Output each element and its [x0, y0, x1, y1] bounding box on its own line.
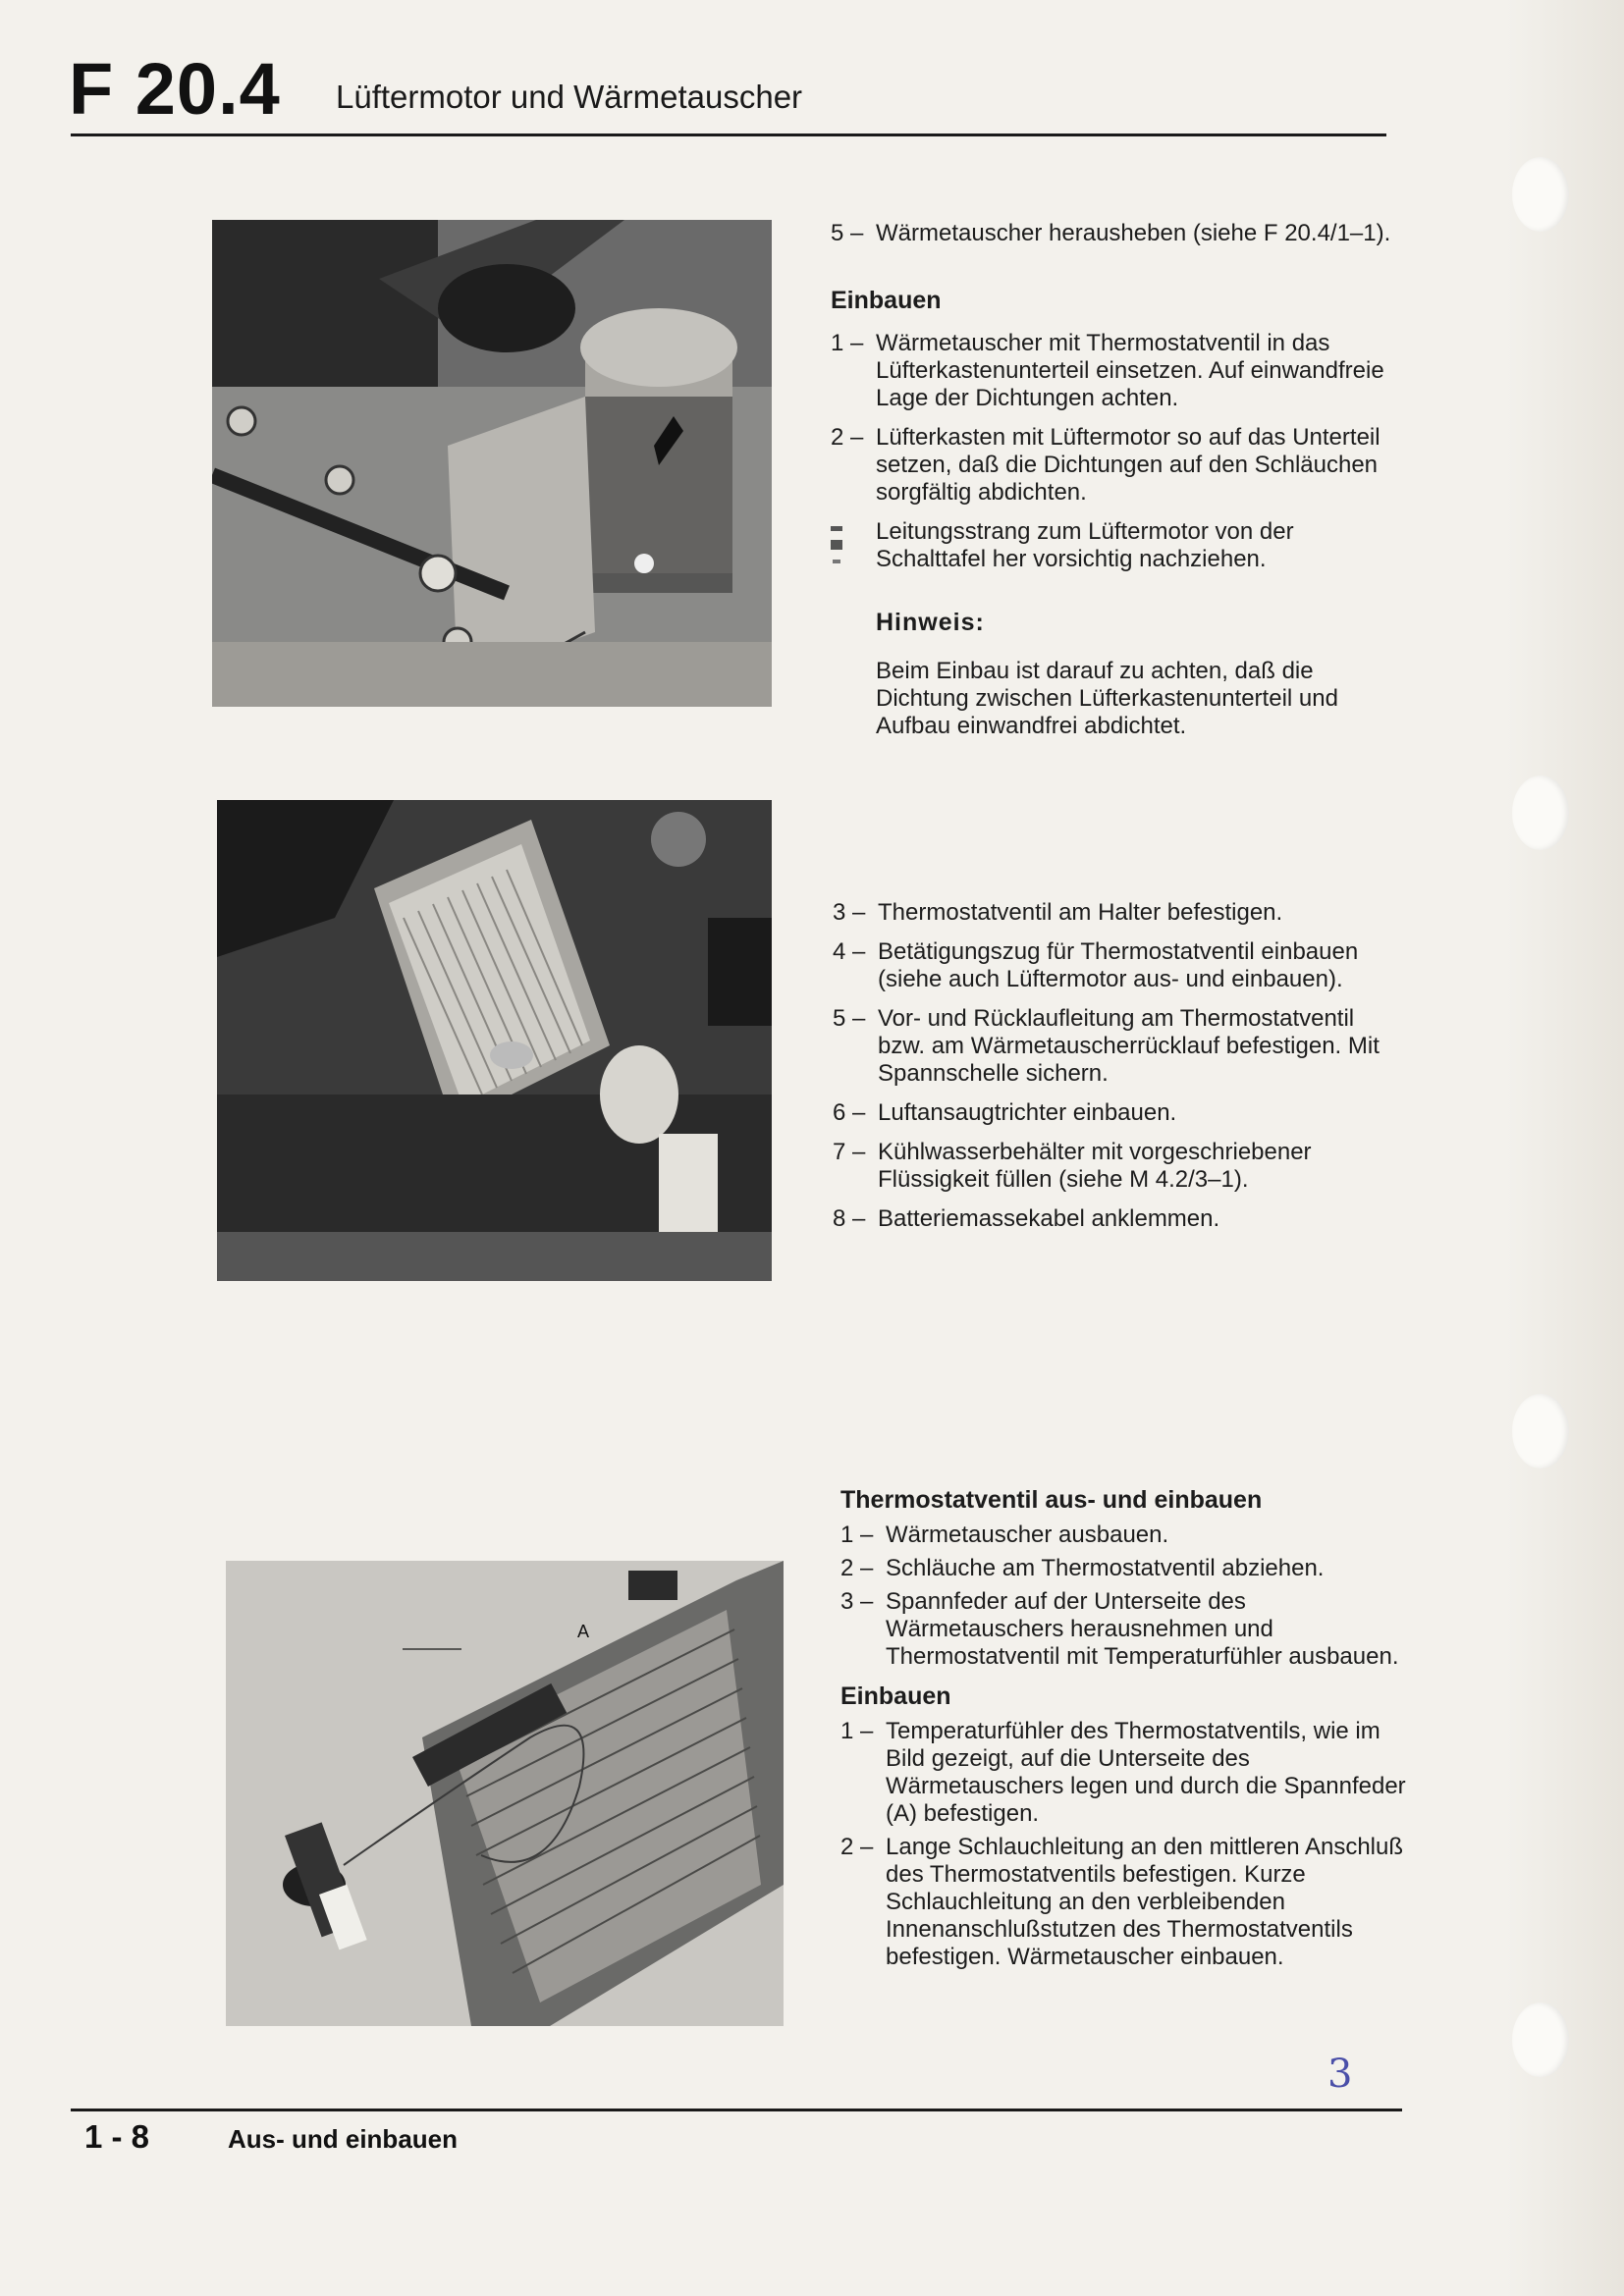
step-item [831, 330, 1400, 412]
step-text: Wärmetauscher ausbauen. [886, 1522, 1169, 1548]
top-text-block [831, 220, 1400, 740]
step-item [840, 1588, 1410, 1671]
step-item [833, 1099, 1402, 1127]
step-item [833, 1005, 1402, 1088]
note-box [831, 609, 1400, 740]
step-number: 2 – [831, 424, 864, 451]
step-item [840, 1522, 1410, 1549]
punch-hole [1512, 775, 1569, 850]
step-number: 1 – [840, 1718, 874, 1744]
handwritten-mark: 3 [1327, 2052, 1353, 2097]
punch-hole [1512, 157, 1569, 232]
step-number: 3 – [833, 899, 866, 926]
note-heading: Hinweis: [876, 609, 985, 636]
step-item [831, 220, 1400, 247]
step-item [831, 424, 1400, 507]
step-number: 7 – [833, 1139, 866, 1165]
note-text: Beim Einbau ist darauf zu achten, daß die Dichtung zwischen Lüfterkastenunterteil und Aufbau einwandfrei abdichtet. [876, 658, 1338, 739]
step-item [840, 1834, 1410, 1971]
toolbox-icon [827, 520, 846, 569]
step-text: Temperaturfühler des Thermostatventils, wie im Bild gezeigt, auf die Unterseite des Wärmetauschers legen und durch die Spannfeder (A) befestigen. [886, 1718, 1406, 1827]
step-number: 2 – [840, 1555, 874, 1581]
page-number: 1 - 8 [84, 2118, 150, 2155]
step-number: 6 – [833, 1099, 866, 1126]
step-text: Spannfeder auf der Unterseite des Wärmetauschers herausnehmen und Thermostatventil mit Temperaturfühler ausbauen. [886, 1588, 1399, 1670]
section-heading-einbauen: Einbauen [840, 1682, 951, 1710]
section-heading-thermostat: Thermostatventil aus- und einbauen [840, 1486, 1263, 1514]
punch-hole [1512, 1394, 1569, 1468]
footer-rule [71, 2109, 1402, 2111]
step-text: Betätigungszug für Thermostatventil einbauen (siehe auch Lüftermotor aus- und einbauen). [878, 938, 1359, 992]
step-text: Leitungsstrang zum Lüftermotor von der Schalttafel her vorsichtig nachziehen. [876, 518, 1294, 572]
middle-text-block [833, 899, 1402, 1245]
step-item [833, 899, 1402, 927]
step-number: 8 – [833, 1205, 866, 1232]
step-item [840, 1718, 1410, 1828]
step-item [833, 1139, 1402, 1194]
photo-fan-motor-bracket [212, 220, 772, 707]
paper-edge-shadow [1506, 0, 1624, 2296]
step-number: 1 – [831, 330, 864, 356]
step-text: Wärmetauscher mit Thermostatventil in das Lüfterkastenunterteil einsetzen. Auf einwandfreie Lage der Dichtungen achten. [876, 330, 1384, 411]
step-item [840, 1555, 1410, 1582]
step-item [831, 518, 1400, 573]
punch-hole [1512, 2002, 1569, 2077]
step-text: Luftansaugtrichter einbauen. [878, 1099, 1177, 1126]
step-number: 2 – [840, 1834, 874, 1860]
step-number: 3 – [840, 1588, 874, 1615]
step-text: Kühlwasserbehälter mit vorgeschriebener Flüssigkeit füllen (siehe M 4.2/3–1). [878, 1139, 1312, 1193]
section-code: F 20.4 [69, 48, 281, 130]
step-item [833, 1205, 1402, 1233]
header-rule [71, 133, 1386, 136]
step-number: 5 – [831, 220, 864, 246]
step-text: Lange Schlauchleitung an den mittleren Anschluß des Thermostatventils befestigen. Kurze Schlauchleitung an den verbleibenden Innenanschlußstutzen des Thermostatventils befestigen. Wärmetauscher einbauen. [886, 1834, 1404, 1970]
step-text: Schläuche am Thermostatventil abziehen. [886, 1555, 1325, 1581]
step-number: 1 – [840, 1522, 874, 1548]
step-text: Batteriemassekabel anklemmen. [878, 1205, 1220, 1232]
step-text: Lüfterkasten mit Lüftermotor so auf das Unterteil setzen, daß die Dichtungen auf den Schläuchen sorgfältig abdichten. [876, 424, 1380, 506]
footer-section-title: Aus- und einbauen [228, 2124, 458, 2154]
callout-label-a: A [577, 1622, 590, 1641]
section-heading-einbauen: Einbauen [831, 287, 942, 314]
photo-heat-exchanger-thermostat-valve [226, 1561, 784, 2026]
step-text: Thermostatventil am Halter befestigen. [878, 899, 1283, 926]
step-number: 5 – [833, 1005, 866, 1032]
step-number: 4 – [833, 938, 866, 965]
photo-heat-exchanger-installed [217, 800, 772, 1281]
page-title: Lüftermotor und Wärmetauscher [336, 79, 803, 115]
step-text: Vor- und Rücklaufleitung am Thermostatventil bzw. am Wärmetauscherrücklauf befestigen. Mit Spannschelle sichern. [878, 1005, 1380, 1087]
step-text: Wärmetauscher herausheben (siehe F 20.4/1–1). [876, 220, 1391, 246]
bottom-text-block [840, 1486, 1410, 1977]
step-item [833, 938, 1402, 993]
